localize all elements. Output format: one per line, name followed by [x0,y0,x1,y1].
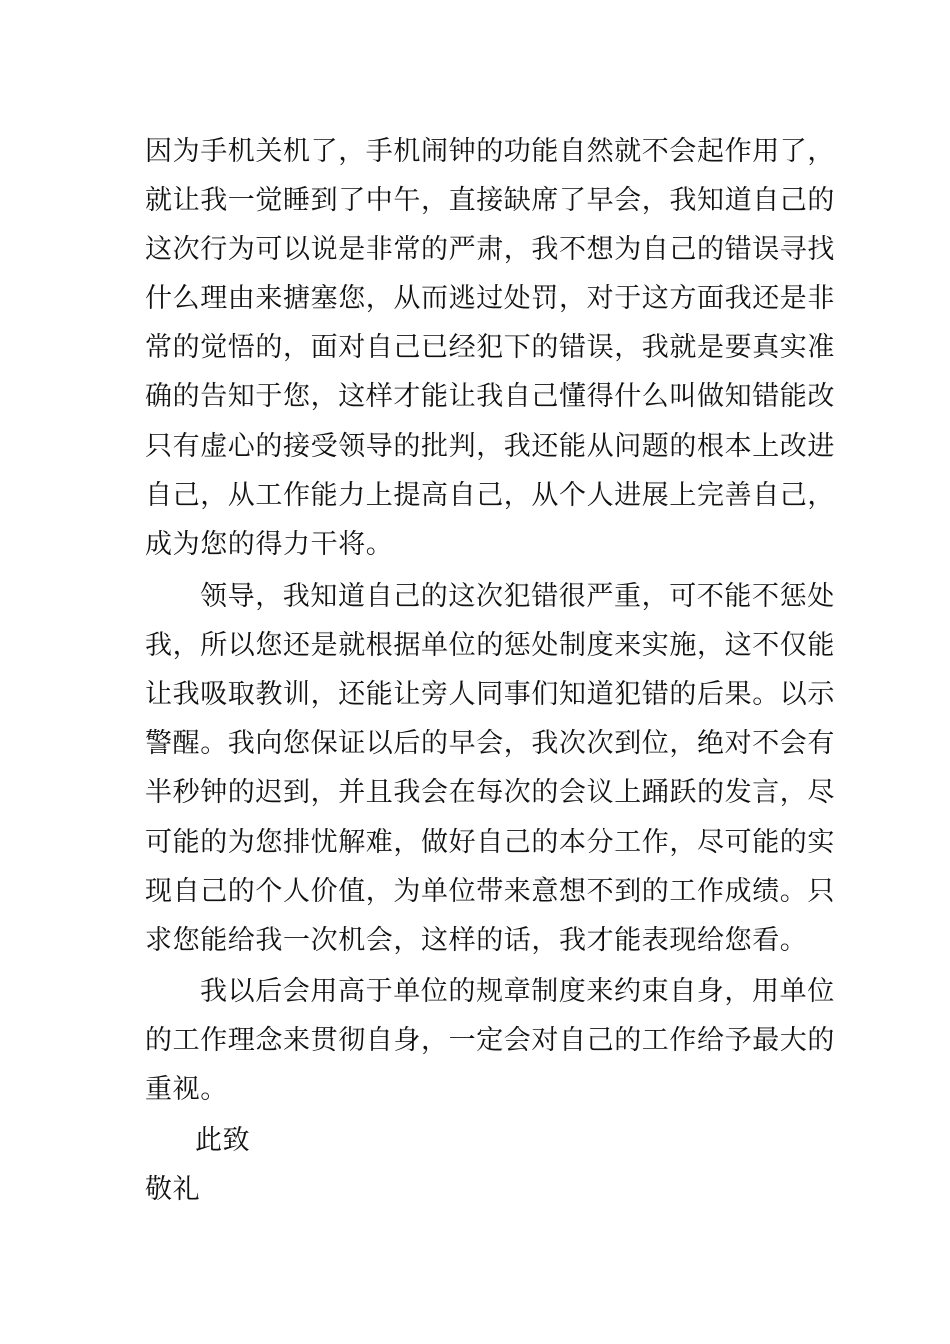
paragraph-first-line: 我以后会用高于单位的规章制度来约束自身，用单位 [200,976,835,1007]
text-line: 让我吸取教训，还能让旁人同事们知道犯错的后果。以示 [145,679,835,710]
text-line: 半秒钟的迟到，并且我会在每次的会议上踊跃的发言，尽 [145,777,835,808]
text-line: 只有虚心的接受领导的批判，我还能从问题的根本上改进 [145,431,835,462]
text-line: 求您能给我一次机会，这样的话，我才能表现给您看。 [145,925,808,956]
text-line: 常的觉悟的，面对自己已经犯下的错误，我就是要真实准 [145,332,835,363]
text-line: 我，所以您还是就根据单位的惩处制度来实施，这不仅能 [145,630,835,661]
paragraph-first-line: 领导，我知道自己的这次犯错很严重，可不能不惩处 [200,581,835,612]
text-line: 成为您的得力干将。 [145,529,394,560]
closing-text: 此致 [195,1125,251,1156]
text-line: 现自己的个人价值，为单位带来意想不到的工作成绩。只 [145,876,835,907]
text-line: 什么理由来搪塞您，从而逃过处罚，对于这方面我还是非 [145,283,835,314]
text-line: 就让我一觉睡到了中午，直接缺席了早会，我知道自己的 [145,185,835,216]
text-line: 确的告知于您，这样才能让我自己懂得什么叫做知错能改 [145,381,835,412]
text-line: 警醒。我向您保证以后的早会，我次次到位，绝对不会有 [145,728,835,759]
text-line: 的工作理念来贯彻自身，一定会对自己的工作给予最大的 [145,1025,835,1056]
text-line: 因为手机关机了，手机闹钟的功能自然就不会起作用了， [145,136,835,167]
text-line: 自己，从工作能力上提高自己，从个人进展上完善自己， [145,480,835,511]
text-line: 这次行为可以说是非常的严肃，我不想为自己的错误寻找 [145,234,835,265]
text-line: 可能的为您排忧解难，做好自己的本分工作，尽可能的实 [145,827,835,858]
text-line: 重视。 [145,1074,228,1105]
salutation-text: 敬礼 [145,1174,201,1205]
